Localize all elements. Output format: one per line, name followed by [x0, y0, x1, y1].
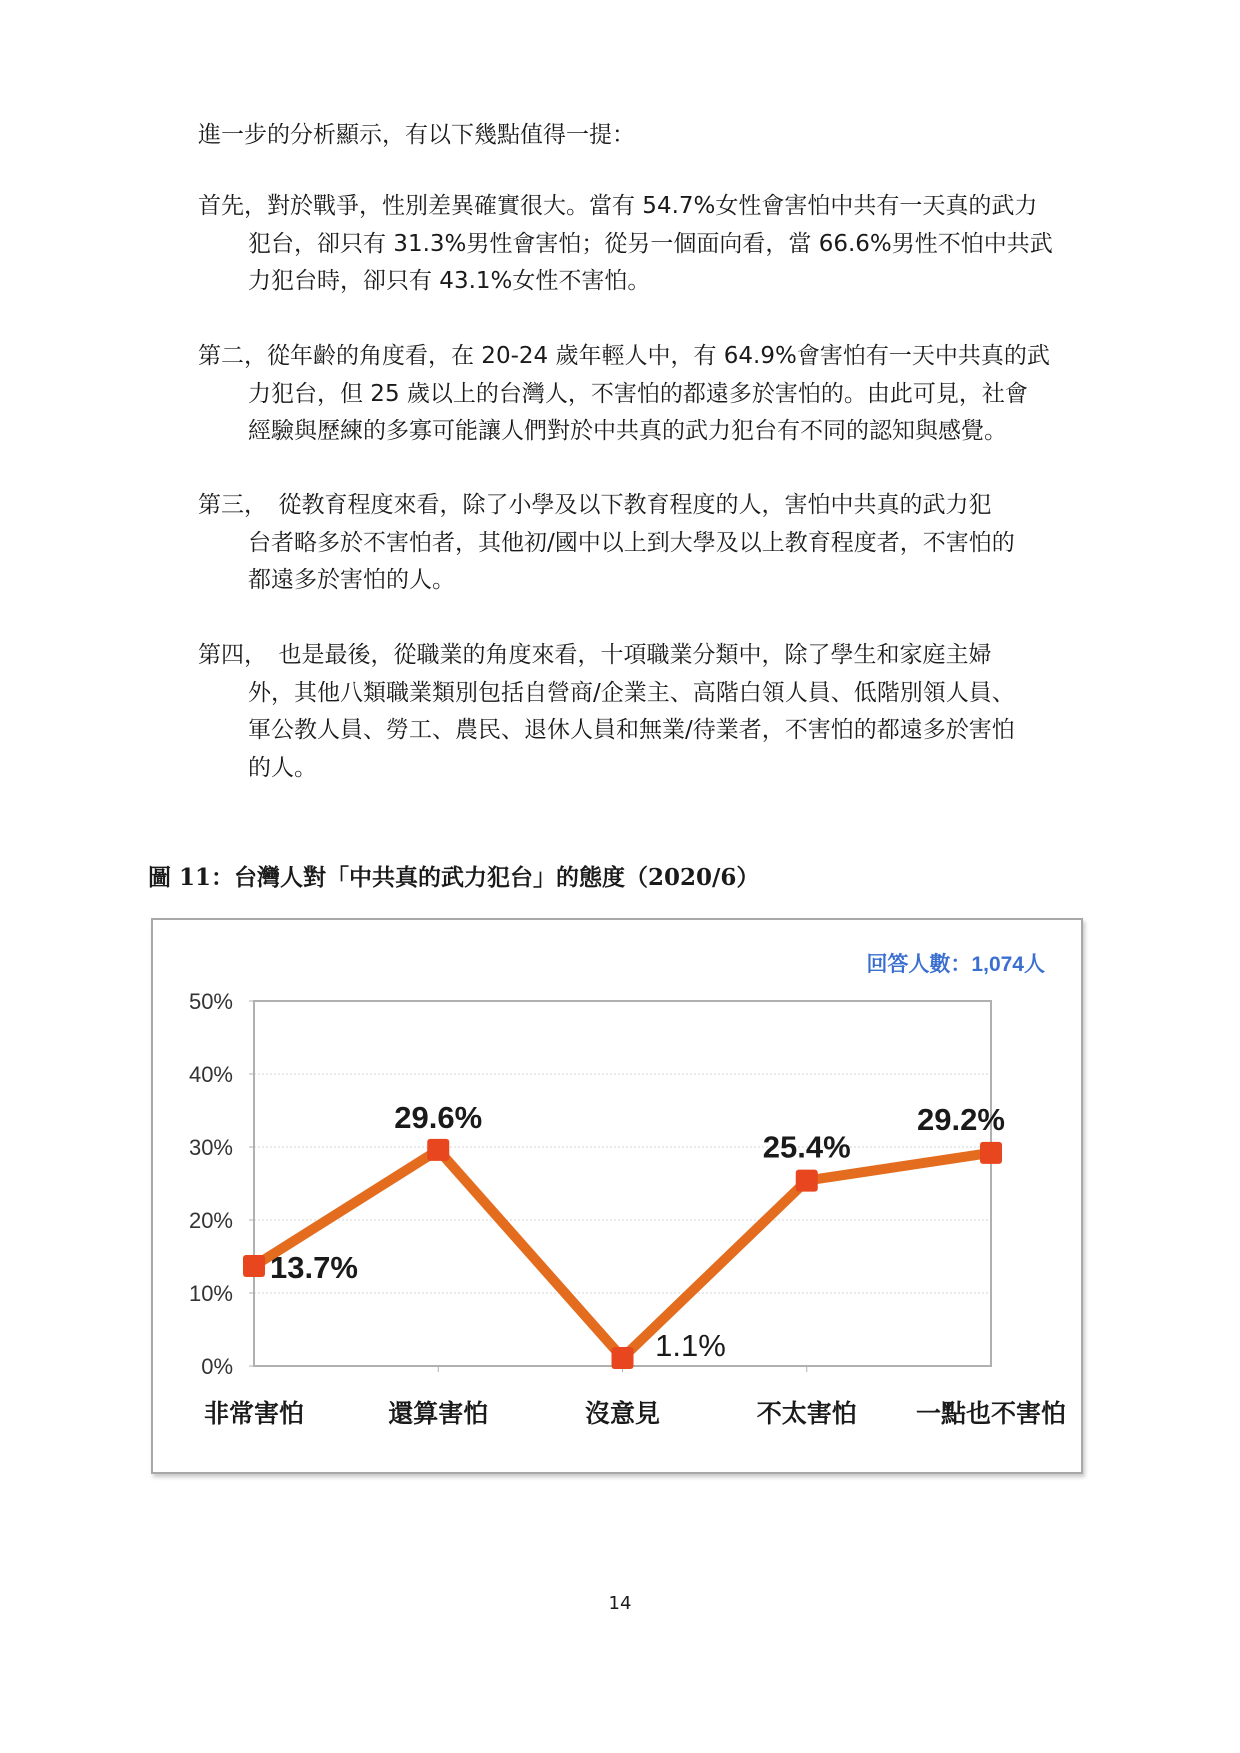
data-label: 29.6% — [394, 1099, 483, 1135]
y-tick-label: 30% — [188, 1135, 233, 1160]
x-tick-label: 還算害怕 — [388, 1399, 489, 1428]
respondent-count-annotation: 回答人數：1,074人 — [866, 953, 1045, 976]
paragraph-line: 外，其他八類職業類別包括自營商/企業主、高階白領人員、低階別領人員、 — [248, 679, 1015, 706]
paragraph-line: 軍公教人員、勞工、農民、退休人員和無業/待業者，不害怕的都遠多於害怕 — [248, 717, 1015, 743]
figure-caption: 圖 11：台灣人對「中共真的武力犯台」的態度（2020/6） — [148, 864, 760, 891]
x-tick-label: 非常害怕 — [203, 1399, 305, 1428]
line-chart — [153, 920, 1081, 1472]
paragraph-line: 力犯台時，卻只有 43.1%女性不害怕。 — [248, 268, 651, 294]
x-tick-label: 一點也不害怕 — [915, 1399, 1067, 1428]
data-label: 13.7% — [270, 1249, 358, 1285]
data-label: 29.2% — [917, 1101, 1005, 1137]
page-number: 14 — [608, 1593, 632, 1614]
data-point-marker — [427, 1139, 449, 1161]
paragraph-first-point — [198, 188, 1098, 301]
paragraph-line: 第三， 從教育程度來看，除了小學及以下教育程度的人，害怕中共真的武力犯 — [198, 492, 992, 518]
y-tick-label: 10% — [188, 1281, 233, 1306]
chart-frame — [151, 918, 1083, 1474]
y-tick-label: 0% — [201, 1354, 233, 1379]
paragraph-line: 第二，從年齡的角度看，在 20-24 歲年輕人中，有 64.9%會害怕有一天中共真的武 — [198, 343, 1050, 369]
data-label: 1.1% — [655, 1327, 726, 1363]
paragraph-intro — [198, 117, 1098, 155]
grid-lines — [254, 1074, 991, 1293]
paragraph-third-point — [198, 487, 1098, 600]
paragraph-second-point — [198, 338, 1098, 451]
x-tick-label: 沒意見 — [584, 1399, 661, 1428]
series-line — [254, 1150, 991, 1358]
paragraph-line: 犯台，卻只有 31.3%男性會害怕；從另一個面向看，當 66.6%男性不怕中共武 — [248, 230, 1053, 257]
paragraph-line: 進一步的分析顯示，有以下幾點值得一提： — [198, 122, 635, 148]
paragraph-line: 台者略多於不害怕者，其他初/國中以上到大學及以上教育程度者，不害怕的 — [248, 529, 1015, 556]
data-point-marker — [796, 1170, 818, 1192]
y-tick-label: 20% — [188, 1208, 233, 1233]
paragraph-fourth-point — [198, 637, 1098, 787]
plot-area-border — [254, 1001, 991, 1366]
paragraph-line: 首先，對於戰爭，性別差異確實很大。當有 54.7%女性會害怕中共有一天真的武力 — [198, 193, 1038, 219]
paragraph-line: 經驗與歷練的多寡可能讓人們對於中共真的武力犯台有不同的認知與感覺。 — [248, 418, 1007, 444]
y-tick-label: 40% — [188, 1062, 233, 1087]
series-percent — [243, 1100, 1005, 1369]
paragraph-line: 的人。 — [248, 754, 317, 781]
paragraph-line: 力犯台，但 25 歲以上的台灣人，不害怕的都遠多於害怕的。由此可見，社會 — [248, 380, 1028, 407]
paragraph-line: 第四， 也是最後，從職業的角度來看，十項職業分類中，除了學生和家庭主婦 — [198, 642, 992, 668]
data-label: 25.4% — [762, 1129, 851, 1165]
paragraph-line: 都遠多於害怕的人。 — [248, 567, 455, 593]
data-point-marker — [243, 1255, 265, 1277]
data-point-marker — [980, 1142, 1002, 1164]
data-point-marker — [612, 1347, 634, 1369]
x-tick-label: 不太害怕 — [756, 1399, 857, 1428]
y-tick-label: 50% — [188, 989, 233, 1014]
